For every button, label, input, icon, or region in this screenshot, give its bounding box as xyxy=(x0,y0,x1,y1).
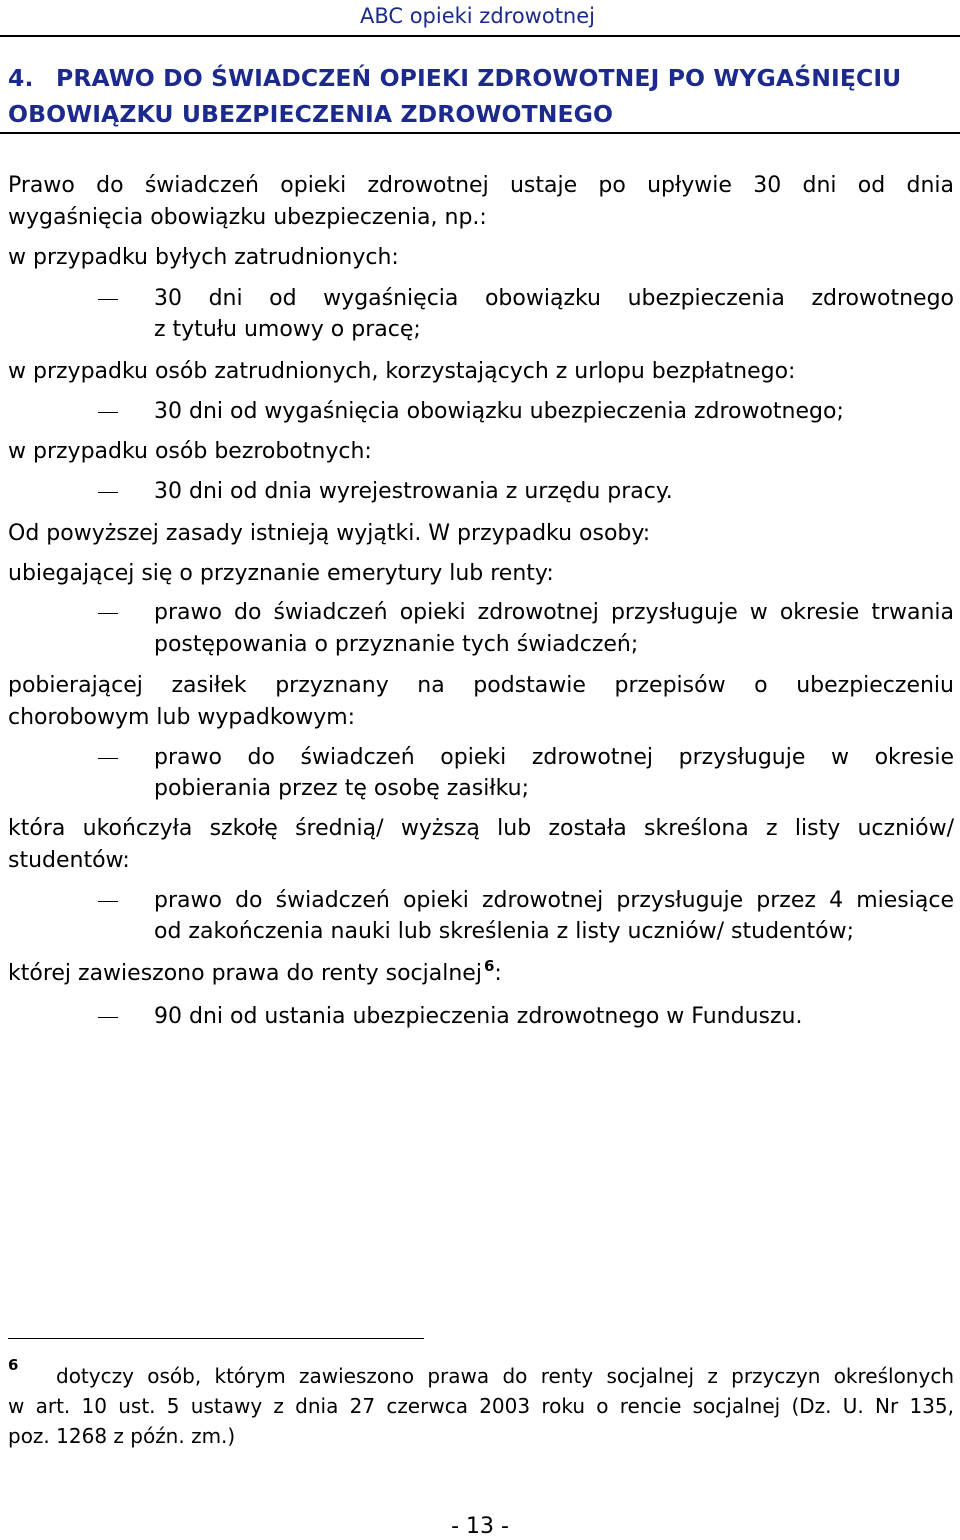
case6-item-line1: prawo do świadczeń opieki zdrowotnej przysługuje przez 4 miesiące xyxy=(154,888,954,913)
case5-item-line2: pobierania przez tę osobę zasiłku; xyxy=(154,776,530,801)
case6-label-line2: studentów: xyxy=(8,848,130,873)
section-title xyxy=(8,60,958,132)
case5-label-line2: chorobowym lub wypadkowym: xyxy=(8,705,356,730)
case1-label: w przypadku byłych zatrudnionych: xyxy=(8,245,399,270)
section-title-line2: OBOWIĄZKU UBEZPIECZENIA ZDROWOTNEGO xyxy=(8,100,614,128)
case1-item-line2: z tytułu umowy o pracę; xyxy=(154,317,421,342)
bullet-dash xyxy=(98,613,118,614)
case3-label: w przypadku osób bezrobotnych: xyxy=(8,439,372,464)
page-number: - 13 - xyxy=(451,1514,509,1539)
exceptions-text: Od powyższej zasady istnieją wyjątki. W przypadku osoby: xyxy=(8,521,651,546)
case1-item-line1: 30 dni od wygaśnięcia obowiązku ubezpieczenia zdrowotnego xyxy=(154,286,954,311)
footnote-rule xyxy=(8,1338,424,1339)
running-header: ABC opieki zdrowotnej xyxy=(359,4,595,28)
footnote-reference: 6 xyxy=(483,957,495,975)
intro-line2: wygaśnięcia obowiązku ubezpieczenia, np.: xyxy=(8,205,487,230)
section-title-line1: PRAWO DO ŚWIADCZEŃ OPIEKI ZDROWOTNEJ PO WYGAŚNIĘCIU xyxy=(56,64,902,92)
case4-item-line2: postępowania o przyznanie tych świadczeń; xyxy=(154,632,639,657)
footnote-mark: 6 xyxy=(8,1356,19,1374)
case7-item: 90 dni od ustania ubezpieczenia zdrowotnego w Funduszu. xyxy=(154,1004,803,1029)
case2-label: w przypadku osób zatrudnionych, korzystających z urlopu bezpłatnego: xyxy=(8,359,796,384)
bullet-dash xyxy=(98,412,118,413)
case4-item-line1: prawo do świadczeń opieki zdrowotnej przysługuje w okresie trwania xyxy=(154,600,954,625)
case2-item: 30 dni od wygaśnięcia obowiązku ubezpieczenia zdrowotnego; xyxy=(154,399,844,424)
case7-label xyxy=(8,958,954,991)
footnote-line3: poz. 1268 z późn. zm.) xyxy=(8,1424,236,1448)
section-number: 4. xyxy=(8,64,34,92)
footnote-line2: w art. 10 ust. 5 ustawy z dnia 27 czerwca 2003 roku o rencie socjalnej (Dz. U. Nr 135, xyxy=(8,1394,954,1418)
bullet-dash xyxy=(98,758,118,759)
case4-label: ubiegającej się o przyznanie emerytury lub renty: xyxy=(8,561,554,586)
title-rule xyxy=(0,132,960,134)
intro-line1: Prawo do świadczeń opieki zdrowotnej ustaje po upływie 30 dni od dnia xyxy=(8,173,954,198)
case7-label-text: której zawieszono prawa do renty socjalnej xyxy=(8,961,482,986)
case6-item-line2: od zakończenia nauki lub skreślenia z listy uczniów/ studentów; xyxy=(154,919,855,944)
case6-label-line1: która ukończyła szkołę średnią/ wyższą lub została skreślona z listy uczniów/ xyxy=(8,816,954,841)
footnote-line1: dotyczy osób, którym zawieszono prawa do renty socjalnej z przyczyn określonych xyxy=(56,1364,954,1388)
case5-label-line1: pobierającej zasiłek przyznany na podstawie przepisów o ubezpieczeniu xyxy=(8,673,954,698)
bullet-dash xyxy=(98,1017,118,1018)
bullet-dash xyxy=(98,492,118,493)
bullet-dash xyxy=(98,901,118,902)
header-rule xyxy=(0,35,960,37)
case7-colon: : xyxy=(494,961,502,986)
case3-item: 30 dni od dnia wyrejestrowania z urzędu pracy. xyxy=(154,479,673,504)
case5-item-line1: prawo do świadczeń opieki zdrowotnej przysługuje w okresie xyxy=(154,745,954,770)
bullet-dash xyxy=(98,299,118,300)
